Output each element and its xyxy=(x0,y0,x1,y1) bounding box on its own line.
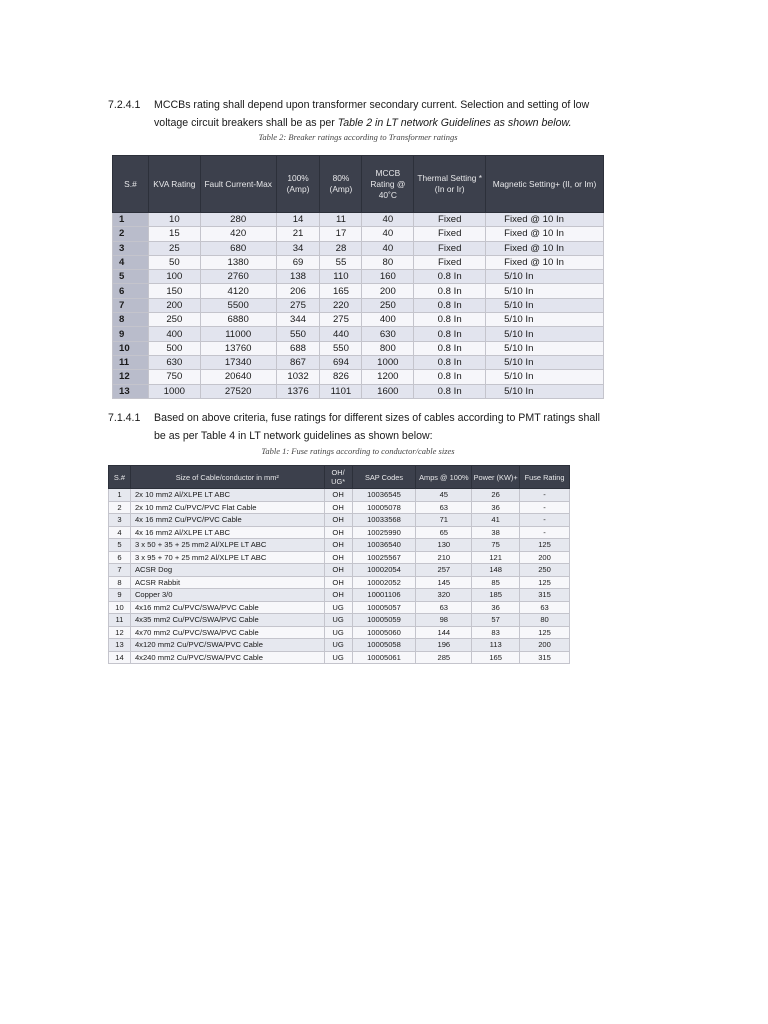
table-row xyxy=(109,601,570,614)
table-cell: 0.8 In xyxy=(414,313,486,327)
table-cell: 5500 xyxy=(200,298,276,312)
section-text xyxy=(154,96,608,132)
column-header: KVA Rating xyxy=(148,156,200,213)
table-cell: 5 xyxy=(109,539,131,552)
table-cell: 125 xyxy=(520,626,570,639)
table-cell: 400 xyxy=(362,313,414,327)
table-cell: 10005078 xyxy=(352,501,416,514)
table-cell: 10025567 xyxy=(352,551,416,564)
table-cell: 38 xyxy=(472,526,520,539)
fuse-ratings-table xyxy=(108,465,570,664)
table-1-caption: Table 1: Fuse ratings according to conductor/cable sizes xyxy=(261,446,455,456)
table-cell: 11 xyxy=(113,355,149,369)
section-text: Based on above criteria, fuse ratings for different sizes of cables according to PMT ratings shall be as per Table 4 in LT network guidelines as shown below: xyxy=(154,412,600,442)
table-cell: 4x240 mm2 Cu/PVC/SWA/PVC Cable xyxy=(130,651,324,664)
table-cell: 0.8 In xyxy=(414,298,486,312)
table-cell: 10005059 xyxy=(352,614,416,627)
table-cell: 10001106 xyxy=(352,589,416,602)
table-cell: 10036540 xyxy=(352,539,416,552)
table-row xyxy=(109,576,570,589)
table-row xyxy=(109,489,570,502)
section-number: 7.1.4.1 xyxy=(108,412,141,424)
table-cell: 20640 xyxy=(200,370,276,384)
table-cell: 400 xyxy=(148,327,200,341)
section-emphasis-text: Table 2 in LT network Guidelines as shown below. xyxy=(337,117,572,129)
table-cell: 2 xyxy=(113,227,149,241)
table-cell: 1000 xyxy=(148,384,200,398)
table-row xyxy=(113,241,604,255)
table-row xyxy=(109,626,570,639)
table-cell: 121 xyxy=(472,551,520,564)
table-cell: 10036545 xyxy=(352,489,416,502)
table-cell: 63 xyxy=(416,501,472,514)
table-row xyxy=(113,355,604,369)
table-cell: 200 xyxy=(520,551,570,564)
table-cell: 55 xyxy=(320,255,362,269)
table-cell: 14 xyxy=(109,651,131,664)
table-cell: 11 xyxy=(320,213,362,227)
table-cell: 40 xyxy=(362,213,414,227)
table-cell: 200 xyxy=(362,284,414,298)
table-2-caption: Table 2: Breaker ratings according to Transformer ratings xyxy=(258,132,458,142)
table-cell: 210 xyxy=(416,551,472,564)
table-cell: 0.8 In xyxy=(414,370,486,384)
table-cell: 7 xyxy=(109,564,131,577)
column-header: Power (KW)+ xyxy=(472,466,520,489)
table-cell: Fixed xyxy=(414,255,486,269)
table-cell: 867 xyxy=(276,355,320,369)
table-cell: 0.8 In xyxy=(414,384,486,398)
table-cell: 10005061 xyxy=(352,651,416,664)
table-cell: 69 xyxy=(276,255,320,269)
column-header: Fault Current-Max xyxy=(200,156,276,213)
table-cell: 1600 xyxy=(362,384,414,398)
table-cell: 10 xyxy=(113,341,149,355)
table-cell: 5/10 In xyxy=(486,355,604,369)
table-row xyxy=(113,370,604,384)
table-cell: 2760 xyxy=(200,270,276,284)
column-header: Size of Cable/conductor in mm² xyxy=(130,466,324,489)
table-row xyxy=(109,539,570,552)
table-cell: 6880 xyxy=(200,313,276,327)
table-cell: 420 xyxy=(200,227,276,241)
table-cell: 3 x 50 + 35 + 25 mm2 Al/XLPE LT ABC xyxy=(130,539,324,552)
table-cell: 17 xyxy=(320,227,362,241)
table-cell: OH xyxy=(324,551,352,564)
table-row xyxy=(113,298,604,312)
table-cell: 285 xyxy=(416,651,472,664)
table-cell: 8 xyxy=(109,576,131,589)
table-cell: 257 xyxy=(416,564,472,577)
table-cell: 7 xyxy=(113,298,149,312)
table-cell: 160 xyxy=(362,270,414,284)
table-cell: 15 xyxy=(148,227,200,241)
table-cell: 27520 xyxy=(200,384,276,398)
table-cell: OH xyxy=(324,501,352,514)
table-cell: 148 xyxy=(472,564,520,577)
table-cell: 80 xyxy=(362,255,414,269)
table-cell: 2 xyxy=(109,501,131,514)
table-cell: 0.8 In xyxy=(414,270,486,284)
table-row xyxy=(109,651,570,664)
table-cell: 9 xyxy=(109,589,131,602)
table-cell: 200 xyxy=(520,639,570,652)
table-cell: 10005058 xyxy=(352,639,416,652)
table-cell: 500 xyxy=(148,341,200,355)
table-cell: 4 xyxy=(109,526,131,539)
table-cell: 10005057 xyxy=(352,601,416,614)
table-cell: 0.8 In xyxy=(414,284,486,298)
column-header: OH/ UG* xyxy=(324,466,352,489)
column-header: Fuse Rating xyxy=(520,466,570,489)
table-row xyxy=(113,255,604,269)
table-cell: 145 xyxy=(416,576,472,589)
table-cell: 138 xyxy=(276,270,320,284)
table-cell: 196 xyxy=(416,639,472,652)
table-cell: 6 xyxy=(109,551,131,564)
column-header: SAP Codes xyxy=(352,466,416,489)
table-cell: OH xyxy=(324,564,352,577)
table-header-row xyxy=(113,156,604,213)
table-cell: 41 xyxy=(472,514,520,527)
table-cell: 0.8 In xyxy=(414,327,486,341)
table-cell: 4120 xyxy=(200,284,276,298)
table-cell: 200 xyxy=(148,298,200,312)
table-row xyxy=(109,501,570,514)
table-row xyxy=(109,639,570,652)
table-cell: 21 xyxy=(276,227,320,241)
table-cell: 10 xyxy=(109,601,131,614)
table-cell: 28 xyxy=(320,241,362,255)
section-7-2-4-1-paragraph xyxy=(108,96,608,132)
column-header: 100% (Amp) xyxy=(276,156,320,213)
table-cell: OH xyxy=(324,539,352,552)
table-cell: 57 xyxy=(472,614,520,627)
table-cell: 98 xyxy=(416,614,472,627)
table-cell: ACSR Rabbit xyxy=(130,576,324,589)
table-cell: 185 xyxy=(472,589,520,602)
table-cell: 63 xyxy=(416,601,472,614)
table-cell: Fixed @ 10 In xyxy=(486,255,604,269)
table-cell: 630 xyxy=(148,355,200,369)
table-cell: 315 xyxy=(520,589,570,602)
table-row xyxy=(113,270,604,284)
table-cell: 275 xyxy=(276,298,320,312)
table-cell: 11000 xyxy=(200,327,276,341)
table-cell: 275 xyxy=(320,313,362,327)
table-cell: UG xyxy=(324,651,352,664)
column-header: S.# xyxy=(113,156,149,213)
table-cell: Fixed xyxy=(414,213,486,227)
table-row xyxy=(109,589,570,602)
table-cell: 17340 xyxy=(200,355,276,369)
table-cell: - xyxy=(520,501,570,514)
table-cell: 113 xyxy=(472,639,520,652)
table-cell: - xyxy=(520,526,570,539)
table-cell: Fixed @ 10 In xyxy=(486,227,604,241)
column-header: Magnetic Setting+ (II, or Im) xyxy=(486,156,604,213)
table-cell: Fixed xyxy=(414,241,486,255)
column-header: Amps @ 100% xyxy=(416,466,472,489)
table-cell: 440 xyxy=(320,327,362,341)
table-cell: 1376 xyxy=(276,384,320,398)
table-cell: 5 xyxy=(113,270,149,284)
table-cell: 83 xyxy=(472,626,520,639)
table-cell: 5/10 In xyxy=(486,270,604,284)
table-cell: 14 xyxy=(276,213,320,227)
table-row xyxy=(113,227,604,241)
section-7-1-4-1-paragraph xyxy=(108,409,608,445)
table-cell: 4 xyxy=(113,255,149,269)
table-cell: 315 xyxy=(520,651,570,664)
table-cell: 165 xyxy=(472,651,520,664)
table-header-row xyxy=(109,466,570,489)
table-cell: 13 xyxy=(113,384,149,398)
table-cell: UG xyxy=(324,626,352,639)
table-cell: 26 xyxy=(472,489,520,502)
table-row xyxy=(113,213,604,227)
table-row xyxy=(109,526,570,539)
table-cell: 9 xyxy=(113,327,149,341)
table-cell: 8 xyxy=(113,313,149,327)
table-cell: 13760 xyxy=(200,341,276,355)
table-cell: 4x16 mm2 Cu/PVC/SWA/PVC Cable xyxy=(130,601,324,614)
table-cell: 3 xyxy=(113,241,149,255)
table-cell: Fixed @ 10 In xyxy=(486,213,604,227)
table-cell: OH xyxy=(324,526,352,539)
table-row xyxy=(113,284,604,298)
table-cell: ACSR Dog xyxy=(130,564,324,577)
table-cell: 11 xyxy=(109,614,131,627)
table-cell: 165 xyxy=(320,284,362,298)
table-cell: 3 xyxy=(109,514,131,527)
table-cell: 150 xyxy=(148,284,200,298)
table-cell: OH xyxy=(324,514,352,527)
table-cell: 800 xyxy=(362,341,414,355)
table-row xyxy=(109,514,570,527)
table-cell: 50 xyxy=(148,255,200,269)
table-cell: 85 xyxy=(472,576,520,589)
table-cell: 13 xyxy=(109,639,131,652)
table-cell: 220 xyxy=(320,298,362,312)
table-cell: 125 xyxy=(520,539,570,552)
table-cell: 40 xyxy=(362,227,414,241)
table-cell: 0.8 In xyxy=(414,341,486,355)
table-row xyxy=(109,551,570,564)
table-cell: 688 xyxy=(276,341,320,355)
table-cell: 4x 16 mm2 Cu/PVC/PVC Cable xyxy=(130,514,324,527)
table-cell: 250 xyxy=(362,298,414,312)
table-cell: 1 xyxy=(109,489,131,502)
table-row xyxy=(113,327,604,341)
table-cell: 5/10 In xyxy=(486,384,604,398)
table-cell: 4x35 mm2 Cu/PVC/SWA/PVC Cable xyxy=(130,614,324,627)
table-cell: 25 xyxy=(148,241,200,255)
column-header: MCCB Rating @ 40˚C xyxy=(362,156,414,213)
table-cell: 34 xyxy=(276,241,320,255)
table-cell: 130 xyxy=(416,539,472,552)
table-cell: 65 xyxy=(416,526,472,539)
table-row xyxy=(109,564,570,577)
table-cell: 5/10 In xyxy=(486,370,604,384)
table-cell: 3 x 95 + 70 + 25 mm2 Al/XLPE LT ABC xyxy=(130,551,324,564)
table-cell: Fixed @ 10 In xyxy=(486,241,604,255)
table-row xyxy=(113,384,604,398)
table-cell: 1380 xyxy=(200,255,276,269)
table-cell: 630 xyxy=(362,327,414,341)
table-cell: UG xyxy=(324,639,352,652)
table-cell: 250 xyxy=(520,564,570,577)
table-cell: 1000 xyxy=(362,355,414,369)
table-cell: UG xyxy=(324,614,352,627)
table-cell: 1032 xyxy=(276,370,320,384)
table-cell: 12 xyxy=(109,626,131,639)
table-cell: 80 xyxy=(520,614,570,627)
table-cell: 71 xyxy=(416,514,472,527)
table-cell: 750 xyxy=(148,370,200,384)
table-cell: 75 xyxy=(472,539,520,552)
table-cell: 826 xyxy=(320,370,362,384)
table-cell: 4x120 mm2 Cu/PVC/SWA/PVC Cable xyxy=(130,639,324,652)
table-cell: - xyxy=(520,489,570,502)
table-row xyxy=(113,341,604,355)
table-cell: 6 xyxy=(113,284,149,298)
table-cell: 0.8 In xyxy=(414,355,486,369)
table-cell: 1200 xyxy=(362,370,414,384)
table-cell: 45 xyxy=(416,489,472,502)
table-cell: - xyxy=(520,514,570,527)
table-cell: 110 xyxy=(320,270,362,284)
table-cell: 100 xyxy=(148,270,200,284)
table-cell: OH xyxy=(324,589,352,602)
table-cell: 40 xyxy=(362,241,414,255)
table-cell: 10025990 xyxy=(352,526,416,539)
table-cell: 144 xyxy=(416,626,472,639)
column-header: 80% (Amp) xyxy=(320,156,362,213)
table-cell: 680 xyxy=(200,241,276,255)
table-cell: 550 xyxy=(320,341,362,355)
table-cell: 344 xyxy=(276,313,320,327)
table-cell: 1101 xyxy=(320,384,362,398)
table-cell: 10 xyxy=(148,213,200,227)
table-cell: OH xyxy=(324,489,352,502)
table-cell: UG xyxy=(324,601,352,614)
table-cell: 5/10 In xyxy=(486,313,604,327)
table-cell: 36 xyxy=(472,501,520,514)
table-cell: 320 xyxy=(416,589,472,602)
table-cell: 10005060 xyxy=(352,626,416,639)
breaker-ratings-table xyxy=(112,155,604,399)
table-cell: 10002054 xyxy=(352,564,416,577)
table-cell: Fixed xyxy=(414,227,486,241)
table-row xyxy=(109,614,570,627)
table-cell: 125 xyxy=(520,576,570,589)
table-cell: OH xyxy=(324,576,352,589)
table-cell: 12 xyxy=(113,370,149,384)
table-cell: 280 xyxy=(200,213,276,227)
table-cell: 5/10 In xyxy=(486,327,604,341)
table-cell: 4x70 mm2 Cu/PVC/SWA/PVC Cable xyxy=(130,626,324,639)
table-cell: 4x 16 mm2 Al/XLPE LT ABC xyxy=(130,526,324,539)
table-cell: 36 xyxy=(472,601,520,614)
section-body-text: MCCBs rating shall depend upon transformer secondary current. Selection and setting of low voltage circuit breakers shall be as per xyxy=(154,99,590,129)
table-cell: 550 xyxy=(276,327,320,341)
table-cell: 5/10 In xyxy=(486,298,604,312)
table-row xyxy=(113,313,604,327)
column-header: S.# xyxy=(109,466,131,489)
table-cell: 2x 10 mm2 Cu/PVC/PVC Flat Cable xyxy=(130,501,324,514)
table-cell: Copper 3/0 xyxy=(130,589,324,602)
table-cell: 63 xyxy=(520,601,570,614)
table-cell: 5/10 In xyxy=(486,284,604,298)
table-cell: 10033568 xyxy=(352,514,416,527)
table-cell: 1 xyxy=(113,213,149,227)
table-cell: 250 xyxy=(148,313,200,327)
table-cell: 206 xyxy=(276,284,320,298)
table-cell: 2x 10 mm2 Al/XLPE LT ABC xyxy=(130,489,324,502)
column-header: Thermal Setting *(In or Ir) xyxy=(414,156,486,213)
table-cell: 10002052 xyxy=(352,576,416,589)
table-cell: 694 xyxy=(320,355,362,369)
section-number: 7.2.4.1 xyxy=(108,99,141,111)
table-cell: 5/10 In xyxy=(486,341,604,355)
